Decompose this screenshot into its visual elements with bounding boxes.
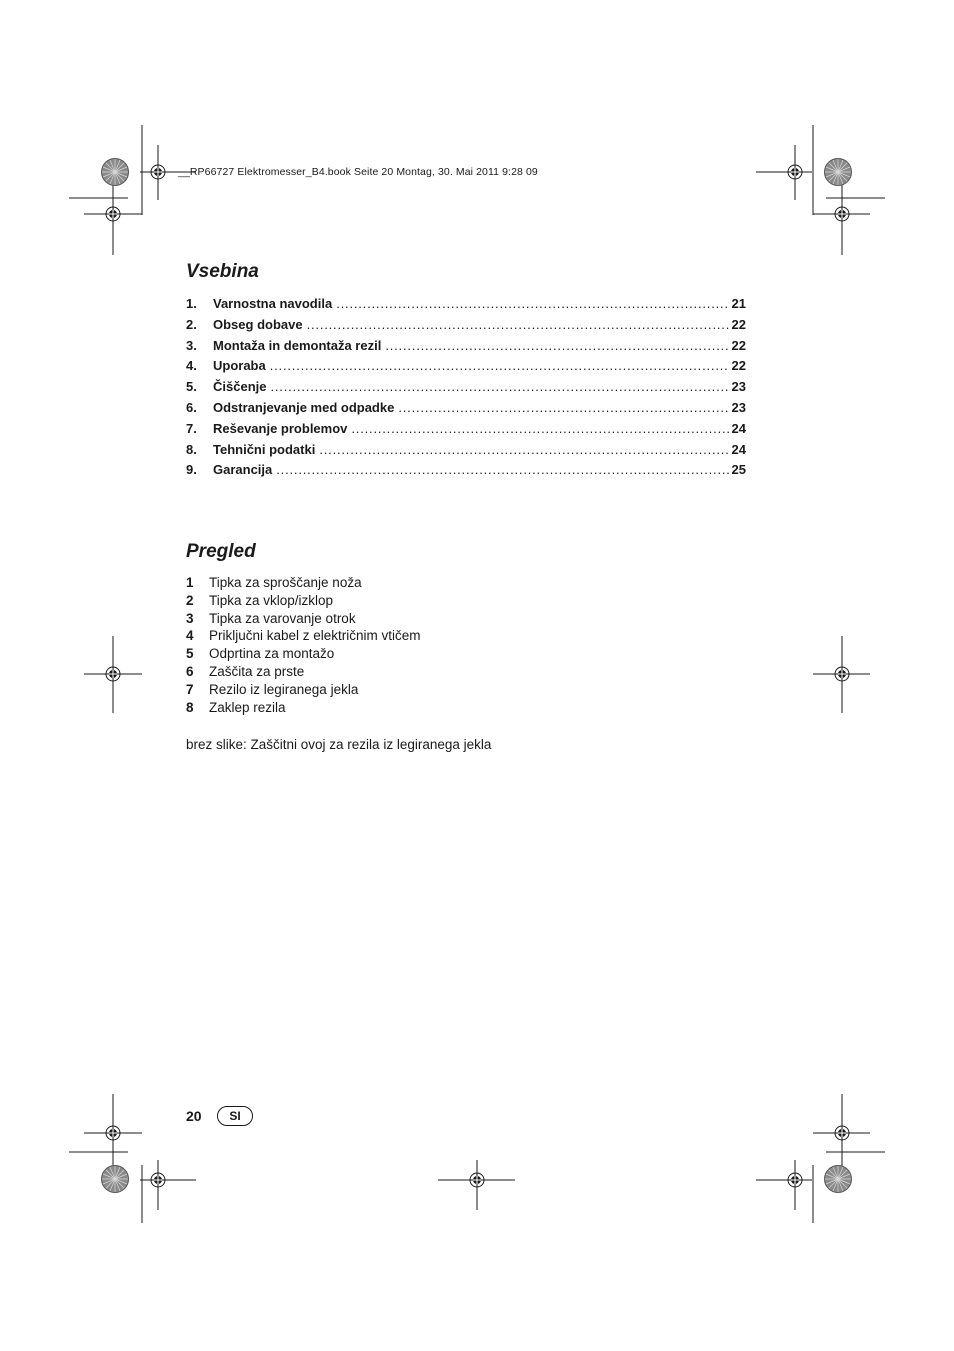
part-label: Priključni kabel z električnim vtičem (209, 628, 421, 644)
part-number: 5 (186, 646, 194, 662)
toc-title: Čiščenje (213, 379, 267, 395)
toc-title: Obseg dobave (213, 316, 303, 332)
toc-entry[interactable] (186, 442, 746, 463)
table-of-contents (186, 296, 746, 483)
part-item (186, 593, 421, 611)
toc-leader (398, 400, 728, 415)
toc-title: Odstranjevanje med odpadke (213, 399, 395, 415)
part-label: Tipka za sproščanje noža (209, 575, 362, 590)
part-item (186, 700, 421, 718)
part-number: 7 (186, 681, 194, 697)
toc-page: 22 (731, 337, 746, 353)
part-number: 6 (186, 663, 194, 679)
toc-entry[interactable] (186, 317, 746, 338)
toc-entry[interactable] (186, 296, 746, 317)
toc-entry[interactable] (186, 338, 746, 359)
toc-entry[interactable] (186, 358, 746, 379)
toc-page: 24 (731, 420, 746, 436)
toc-number: 4. (186, 358, 197, 374)
toc-leader (307, 317, 729, 332)
toc-page: 23 (731, 379, 746, 395)
toc-leader (270, 379, 728, 394)
toc-heading: Vsebina (186, 261, 259, 282)
toc-leader (319, 442, 728, 457)
toc-title: Montaža in demontaža rezil (213, 337, 382, 353)
toc-number: 5. (186, 379, 197, 395)
language-badge: SI (217, 1106, 253, 1126)
parts-list (186, 575, 421, 717)
part-item (186, 575, 421, 593)
toc-page: 25 (731, 462, 746, 478)
toc-page: 23 (731, 399, 746, 415)
part-item (186, 628, 421, 646)
toc-page: 22 (731, 316, 746, 332)
part-item (186, 646, 421, 664)
part-number: 3 (186, 610, 194, 626)
toc-number: 9. (186, 462, 197, 478)
overview-heading: Pregled (186, 541, 256, 562)
toc-number: 6. (186, 399, 197, 415)
toc-leader (276, 462, 728, 477)
part-number: 2 (186, 592, 194, 608)
toc-title: Garancija (213, 462, 273, 478)
part-item (186, 611, 421, 629)
part-number: 4 (186, 628, 194, 644)
toc-leader (336, 296, 728, 311)
part-label: Odprtina za montažo (209, 646, 335, 662)
file-header: __RP66727 Elektromesser_B4.book Seite 20 Montag, 30. Mai 2011 9:28 09 (178, 166, 538, 178)
overview-note: brez slike: Zaščitni ovoj za rezila iz legiranega jekla (186, 737, 492, 752)
toc-number: 8. (186, 441, 197, 457)
toc-title: Tehnični podatki (213, 441, 316, 457)
toc-leader (385, 338, 728, 353)
page-number: 20 (186, 1108, 202, 1124)
toc-entry[interactable] (186, 379, 746, 400)
toc-title: Reševanje problemov (213, 420, 348, 436)
toc-title: Uporaba (213, 358, 266, 374)
toc-page: 24 (731, 441, 746, 457)
part-label: Tipka za varovanje otrok (209, 610, 356, 626)
part-label: Zaščita za prste (209, 663, 305, 679)
toc-number: 2. (186, 316, 197, 332)
toc-number: 1. (186, 296, 197, 311)
toc-leader (351, 421, 728, 436)
part-number: 8 (186, 699, 194, 715)
toc-page: 22 (731, 358, 746, 374)
toc-entry[interactable] (186, 421, 746, 442)
part-label: Tipka za vklop/izklop (209, 592, 334, 608)
part-item (186, 682, 421, 700)
toc-page: 21 (731, 296, 746, 311)
toc-title: Varnostna navodila (213, 296, 333, 311)
part-label: Zaklep rezila (209, 699, 286, 715)
toc-entry[interactable] (186, 400, 746, 421)
part-item (186, 664, 421, 682)
toc-entry[interactable] (186, 462, 746, 483)
toc-number: 7. (186, 420, 197, 436)
part-label: Rezilo iz legiranega jekla (209, 681, 359, 697)
toc-leader (270, 358, 729, 373)
part-number: 1 (186, 575, 194, 590)
toc-number: 3. (186, 337, 197, 353)
